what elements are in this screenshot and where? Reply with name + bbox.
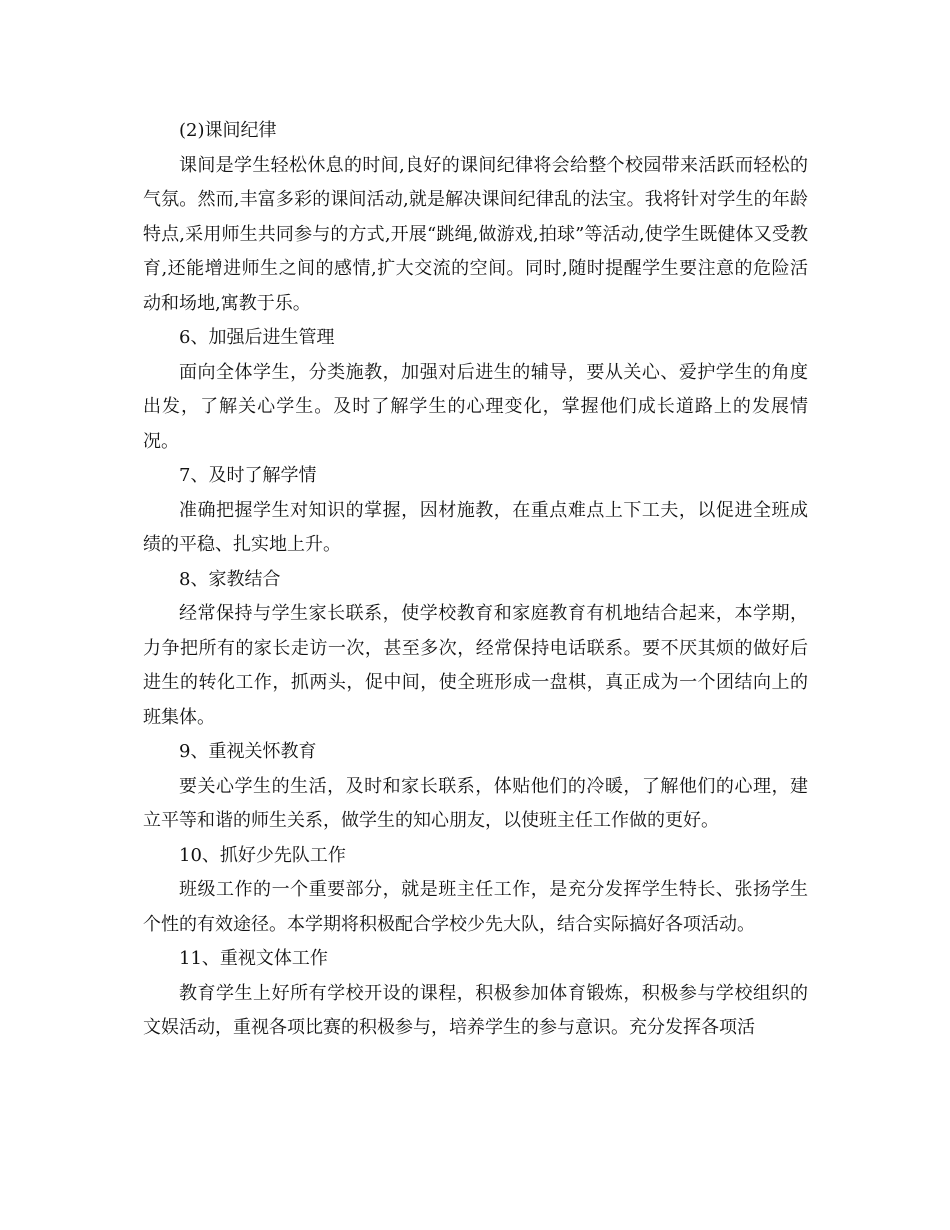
paragraph-young-pioneers: 班级工作的一个重要部分，就是班主任工作，是充分发挥学生特长、张扬学生个性的有效途径。本学期将积极配合学校少先大队，结合实际搞好各项活动。 bbox=[143, 879, 808, 935]
paragraph-learning-status: 准确把握学生对知识的掌握，因材施教，在重点难点上下工夫，以促进全班成绩的平稳、扎实地上升。 bbox=[143, 499, 808, 555]
section-heading-arts-sports: 11、重视文体工作 bbox=[179, 948, 328, 969]
paragraph-home-school: 经常保持与学生家长联系，使学校教育和家庭教育有机地结合起来，本学期，力争把所有的家长走访一次，甚至多次，经常保持电话联系。要不厌其烦的做好后进生的转化工作，抓两头，促中间，使全班形成一盘棋，真正成为一个团结向上的班集体。 bbox=[143, 603, 808, 728]
paragraph-break-discipline: 课间是学生轻松休息的时间,良好的课间纪律将会给整个校园带来活跃而轻松的气氛。然而,丰富多彩的课间活动,就是解决课间纪律乱的法宝。我将针对学生的年龄特点,采用师生共同参与的方式,开展“跳绳,做游戏,拍球”等活动,使学生既健体又受教育,还能增进师生之间的感情,扩大交流的空间。同时,随时提醒学生要注意的危险活动和场地,寓教于乐。 bbox=[143, 154, 808, 314]
section-heading-young-pioneers: 10、抓好少先队工作 bbox=[179, 844, 346, 866]
paragraph-care-education: 要关心学生的生活，及时和家长联系，体贴他们的冷暖，了解他们的心理，建立平等和谐的师生关系，做学生的知心朋友，以使班主任工作做的更好。 bbox=[143, 775, 808, 831]
section-heading-break-discipline: (2)课间纪律 bbox=[179, 120, 277, 141]
section-heading-learning-status: 7、及时了解学情 bbox=[179, 465, 317, 486]
paragraph-arts-sports: 教育学生上好所有学校开设的课程，积极参加体育锻炼，积极参与学校组织的文娱活动，重视各项比赛的积极参与，培养学生的参与意识。充分发挥各项活 bbox=[143, 982, 808, 1038]
paragraph-underachiever-management: 面向全体学生，分类施教，加强对后进生的辅导，要从关心、爱护学生的角度出发，了解关心学生。及时了解学生的心理变化，掌握他们成长道路上的发展情况。 bbox=[143, 361, 808, 452]
section-heading-home-school: 8、家教结合 bbox=[179, 568, 281, 590]
section-heading-underachiever-management: 6、加强后进生管理 bbox=[179, 327, 335, 348]
document-body bbox=[143, 114, 808, 1046]
section-heading-care-education: 9、重视关怀教育 bbox=[179, 741, 317, 762]
